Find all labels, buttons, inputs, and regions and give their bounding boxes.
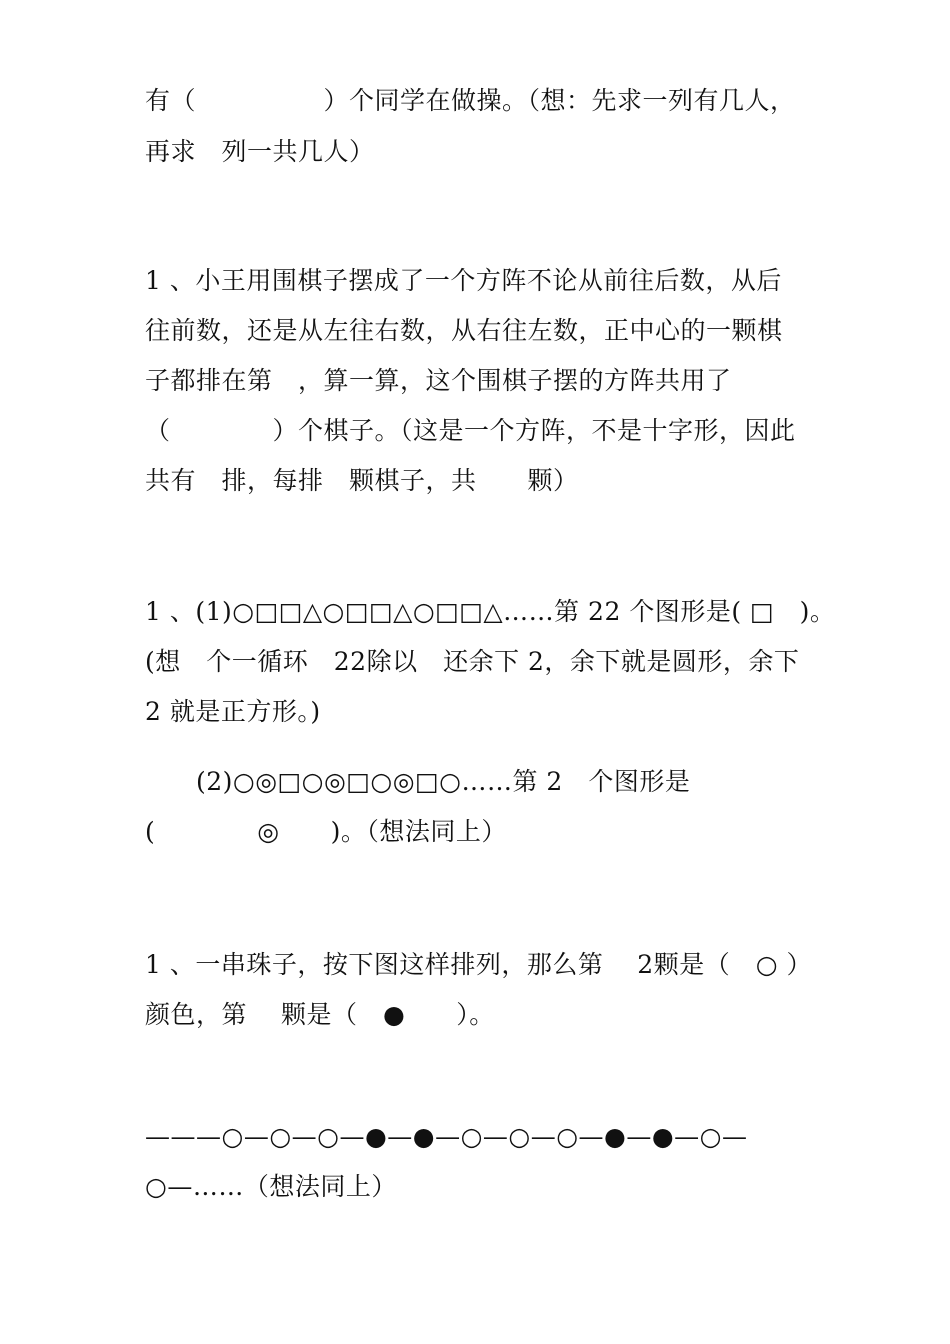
text-line-13: 1 、一串珠子，按下图这样排列，那么第 2颗是（ ○ ） bbox=[145, 950, 812, 979]
text-line-7: 共有 排，每排 颗棋子，共 颗） bbox=[145, 466, 579, 495]
bead-sequence-line: ———○—○—○—●—●—○—○—○—●—●—○— bbox=[145, 1122, 748, 1151]
text-line-1: 有（ ）个同学在做操。（想：先求一列有几人， bbox=[145, 86, 796, 115]
text-line-2: 再求 列一共几人） bbox=[145, 137, 375, 166]
text-line-10: 2 就是正方形。) bbox=[145, 697, 321, 726]
text-line-9: (想 个一循环 22除以 还余下 2，余下就是圆形，余下 bbox=[145, 647, 800, 676]
text-line-12: ( ◎ )。（想法同上） bbox=[145, 817, 507, 846]
text-line-3: 1 、小王用围棋子摆成了一个方阵不论从前往后数，从后 bbox=[145, 266, 782, 295]
text-line-4: 往前数，还是从左往右数，从右往左数，正中心的一颗棋 bbox=[145, 316, 783, 345]
text-line-16: ○—……（想法同上） bbox=[145, 1172, 397, 1201]
text-line-5: 子都排在第 ，算一算，这个围棋子摆的方阵共用了 bbox=[145, 366, 732, 395]
text-line-11: (2)○◎□○◎□○◎□○……第 2 个图形是 bbox=[145, 767, 691, 796]
text-line-6: （ ）个棋子。（这是一个方阵，不是十字形，因此 bbox=[145, 416, 796, 445]
text-line-8: 1 、(1)○□□△○□□△○□□△……第 22 个图形是( □ )。 bbox=[145, 597, 836, 626]
text-line-14: 颜色，第 颗是（ ● ）。 bbox=[145, 1000, 495, 1029]
